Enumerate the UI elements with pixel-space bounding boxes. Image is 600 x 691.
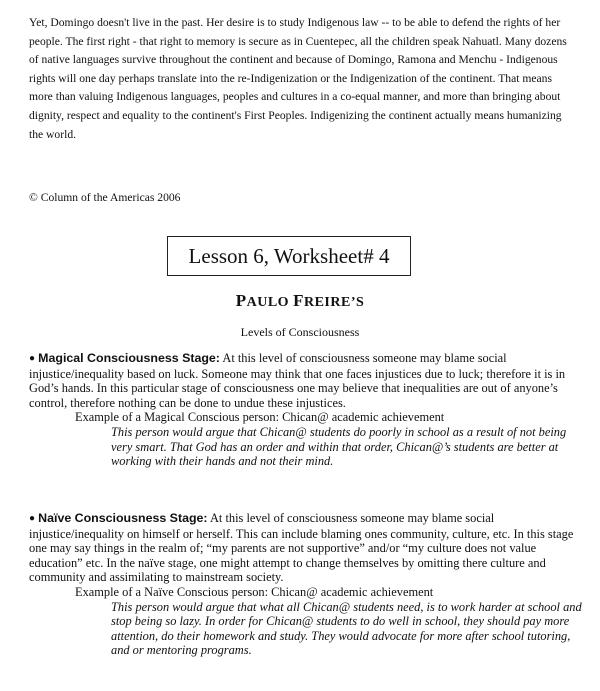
author-initial-2: F [293,291,304,310]
intro-paragraph: Yet, Domingo doesn't live in the past. Her desire is to study Indigenous law -- to be able to defend the rights of her people. The first right - that right to memory is secure as in Cuentepec, all the children speak Nahuatl. Many dozens of native languages survive throughout the continent and because of Domingo, Ramona and Menchu - Indigenous rights will one day perhaps translate into the re-Indigenization or the Indigenization of the continent. That means more than valuing Indigenous languages, peoples and cultures in a co-equal manner, and more than bringing about dignity, respect and equality to the continent's First Peoples. Indigenizing the continent actually means humanizing the world. [29,16,567,141]
author-initial-1: P [235,291,247,310]
author-heading [0,291,600,311]
author-rest-2: REIRE’S [303,295,365,310]
naive-stage-description [29,511,589,585]
magical-example-text: This person would argue that Chican@ students do poorly in school as a result of not being very smart. That God has an order and within that order, Chican@’s students are better at working with their hands and not their mind. [111,424,567,469]
magical-stage-heading: Magical Consciousness Stage: [38,351,220,365]
magical-stage-section [29,351,589,469]
bullet-icon: ● [29,353,36,364]
bullet-icon: ● [29,513,36,524]
naive-stage-body: At this level of consciousness someone may blame social injustice/inequality on himself or herself. This can include blaming ones community, culture, etc. In this stage one may say things in the realm of; “my parents are not supportive” and/or “my culture does not value education” etc. In the naïve stage, one might attempt to change themselves by omitting there culture and community and assimilating to mainstream society. [29,511,574,585]
author-rest-1: AULO [246,295,290,310]
lesson-title: Lesson 6, Worksheet# 4 [188,243,390,268]
magical-example-label: Example of a Magical Conscious person: Chican@ academic achievement [75,410,445,425]
magical-stage-body: At this level of consciousness someone may blame social injustice/inequality based on luck. Someone may think that one faces injustices due to luck; therefore it is in God’s hands. In this particular stage of consciousness one may believe that inequalities are out of anyone’s control, therefore nothing can be done to undue these injustices. [29,351,566,410]
subtitle: Levels of Consciousness [240,325,360,339]
naive-stage-heading: Naïve Consciousness Stage: [38,511,208,525]
copyright-line: © Column of the Americas 2006 [29,191,181,204]
naive-example-label: Example of a Naïve Conscious person: Chican@ academic achievement [75,584,434,599]
magical-stage-description [29,351,589,410]
naive-stage-section [29,511,589,658]
naive-example-text: This person would argue that what all Chican@ students need, is to work harder at school and stop being so lazy. In order for Chican@ students to do well in school, they should pay more attention, do their homework and study. They would advocate for more after school tutoring, and or mentoring programs. [111,599,582,658]
lesson-title-box [167,236,411,276]
